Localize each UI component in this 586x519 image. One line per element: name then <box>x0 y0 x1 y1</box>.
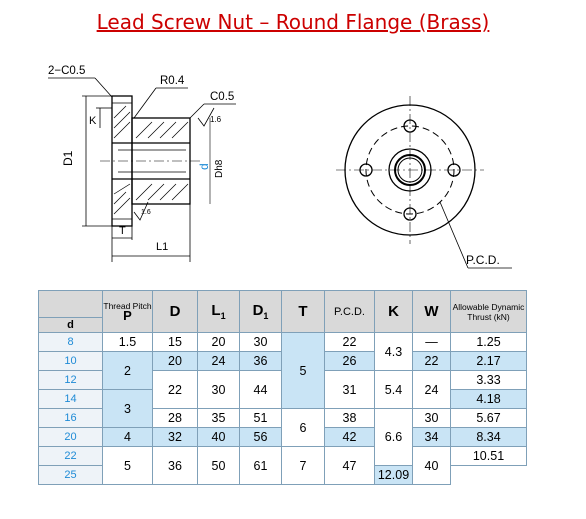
header-d-top <box>39 291 103 318</box>
roughness-label: 1.6 <box>210 115 222 124</box>
cell-d: 16 <box>39 409 103 428</box>
cell-PCD: 22 <box>325 333 375 352</box>
cell-thrust: 4.18 <box>451 390 527 409</box>
cell-D: 20 <box>153 352 198 371</box>
cell-PCD: 26 <box>325 352 375 371</box>
cell-T: 5 <box>282 333 325 409</box>
rough2-label: 1.6 <box>141 209 151 216</box>
T-label: T <box>119 225 126 237</box>
cell-L1: 30 <box>198 371 240 409</box>
cell-PCD: 42 <box>325 428 375 447</box>
front-view <box>336 96 512 268</box>
cell-W: 40 <box>413 447 451 485</box>
cell-D: 15 <box>153 333 198 352</box>
cell-d: 20 <box>39 428 103 447</box>
D1-label: D1 <box>61 150 75 166</box>
cell-d: 10 <box>39 352 103 371</box>
K-dimension <box>96 108 112 128</box>
header-thrust: Allowable Dynamic Thrust (kN) <box>451 291 527 333</box>
cell-d: 25 <box>39 466 103 485</box>
cell-thrust: 1.25 <box>451 333 527 352</box>
cell-thrust: 5.67 <box>451 409 527 428</box>
cell-thrust: 8.34 <box>451 428 527 447</box>
cell-d: 12 <box>39 371 103 390</box>
pcd-label: P.C.D. <box>466 253 500 267</box>
header-d: d <box>39 318 103 333</box>
cell-D: 22 <box>153 371 198 409</box>
chamfer-label: 2−C0.5 <box>48 65 86 77</box>
header-D1: $D_1$ <box>240 291 282 333</box>
cell-T: 7 <box>282 447 325 485</box>
Dh8-label: Dh8 <box>214 159 225 178</box>
cell-P: 2 <box>103 352 153 390</box>
cell-K: 5.4 <box>375 371 413 409</box>
cell-D1: 61 <box>240 447 282 485</box>
cell-W: 22 <box>413 352 451 371</box>
d-label: d <box>197 163 211 170</box>
L1-label: L1 <box>156 241 169 253</box>
radius-label: R0.4 <box>160 75 185 87</box>
cell-L1: 35 <box>198 409 240 428</box>
K-label: K <box>89 115 97 127</box>
cell-PCD: 31 <box>325 371 375 409</box>
header-thread-pitch: Thread Pitch P <box>103 291 153 333</box>
section-hatching <box>114 106 188 214</box>
cell-thrust: 3.33 <box>451 371 527 390</box>
cell-P: 3 <box>103 390 153 428</box>
cell-D1: 51 <box>240 409 282 428</box>
header-D: D <box>153 291 198 333</box>
cell-thrust: 2.17 <box>451 352 527 371</box>
cell-D1: 44 <box>240 371 282 409</box>
header-L1: $L_1$ <box>198 291 240 333</box>
page-title: Lead Screw Nut – Round Flange (Brass) <box>96 10 490 34</box>
cell-L1: 50 <box>198 447 240 485</box>
cell-D: 32 <box>153 428 198 447</box>
cell-L1: 20 <box>198 333 240 352</box>
header-W: W <box>413 291 451 333</box>
cell-P: 5 <box>103 447 153 485</box>
cell-P: 4 <box>103 428 153 447</box>
cell-D1: 36 <box>240 352 282 371</box>
cell-K: 4.3 <box>375 333 413 371</box>
header-T: T <box>282 291 325 333</box>
table-row <box>39 447 527 466</box>
specification-table <box>38 290 527 485</box>
cell-D1: 30 <box>240 333 282 352</box>
cell-d: 14 <box>39 390 103 409</box>
cell-W: 30 <box>413 409 451 428</box>
cell-D: 28 <box>153 409 198 428</box>
cell-thrust: 10.51 <box>451 447 527 466</box>
cell-d: 22 <box>39 447 103 466</box>
cell-D1: 56 <box>240 428 282 447</box>
table-row <box>39 333 527 352</box>
cell-PCD: 47 <box>325 447 375 485</box>
cell-W: 34 <box>413 428 451 447</box>
cell-P: 1.5 <box>103 333 153 352</box>
cell-K: 6.6 <box>375 409 413 466</box>
cell-T: 6 <box>282 409 325 447</box>
cell-D: 36 <box>153 447 198 485</box>
cell-PCD: 38 <box>325 409 375 428</box>
cell-L1: 24 <box>198 352 240 371</box>
cell-W: 24 <box>413 371 451 409</box>
cell-L1: 40 <box>198 428 240 447</box>
chamfer2-label: C0.5 <box>210 91 235 103</box>
cell-d: 8 <box>39 333 103 352</box>
header-PCD: P.C.D. <box>325 291 375 333</box>
header-K: K <box>375 291 413 333</box>
cell-thrust: 12.09 <box>375 466 413 485</box>
cell-W: — <box>413 333 451 352</box>
